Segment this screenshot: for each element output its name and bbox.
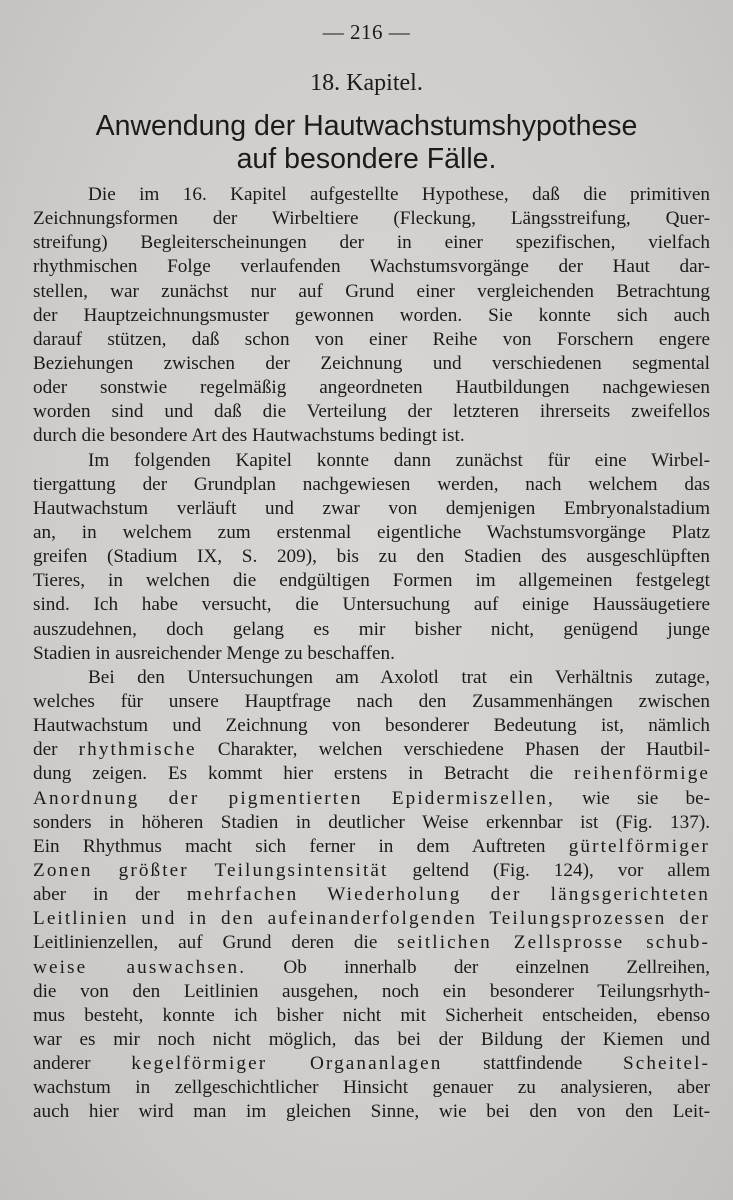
text-line: stellen, war zunächst nur auf Grund einer vergleichenden Betrachtung	[33, 280, 710, 302]
spaced-emphasis: weise auswachsen.	[33, 956, 247, 978]
text-run: Leitlinienzellen, auf Grund deren die	[33, 932, 378, 954]
text-line	[33, 738, 710, 762]
spaced-emphasis: seitlichen Zellsprosse schub-	[397, 932, 710, 954]
text-line	[33, 859, 710, 883]
text-line: sonders in höheren Stadien in deutlicher Weise erkennbar ist (Fig. 137).	[33, 811, 710, 833]
chapter-title	[0, 110, 733, 176]
chapter-heading: 18. Kapitel.	[310, 70, 423, 96]
text-line: Im folgenden Kapitel konnte dann zunächst für eine Wirbel-	[88, 449, 710, 471]
text-line: Bei den Untersuchungen am Axolotl trat ein Verhältnis zutage,	[88, 666, 710, 688]
text-line: darauf stützen, daß schon von einer Reihe von Forschern engere	[33, 328, 710, 350]
page-number: — 216 —	[322, 20, 411, 44]
text-line: die von den Leitlinien ausgehen, noch ein besonderer Teilungsrhyth-	[33, 980, 710, 1002]
text-line	[33, 931, 710, 955]
text-line: Hautwachstum und Zeichnung von besonderer Bedeutung ist, nämlich	[33, 715, 710, 737]
text-line: auch hier wird man im gleichen Sinne, wie bei den von den Leit-	[33, 1101, 710, 1123]
chapter-title-line: auf besondere Fälle.	[236, 143, 497, 175]
spaced-emphasis: reihenförmige	[574, 763, 711, 785]
text-line	[33, 956, 710, 980]
spaced-emphasis: kegelförmiger Organanlagen	[131, 1053, 443, 1075]
text-line: streifung) Begleiterscheinungen der in einer spezifischen, vielfach	[33, 232, 710, 254]
spaced-emphasis: rhythmische	[78, 739, 197, 761]
text-run: geltend (Fig. 124), vor allem	[412, 859, 710, 881]
text-line: Tieres, in welchen die endgültigen Formen im allgemeinen festgelegt	[33, 570, 710, 592]
text-line: wachstum in zellgeschichtlicher Hinsicht genauer zu analysieren, aber	[33, 1077, 710, 1099]
spaced-emphasis: gürtelförmiger	[568, 835, 711, 857]
text-line: der Hauptzeichnungsmuster gewonnen worden. Sie konnte sich auch	[33, 304, 710, 326]
text-line: war es mir noch nicht möglich, das bei der Bildung der Kiemen und	[33, 1028, 710, 1050]
text-line: tiergattung der Grundplan nachgewiesen werden, nach welchem das	[33, 473, 710, 495]
text-line	[33, 883, 710, 907]
text-line: Leitlinien und in den aufeinanderfolgenden Teilungsprozessen der	[33, 908, 710, 930]
text-line	[33, 787, 710, 811]
spaced-emphasis: Zonen größter Teilungsintensität	[33, 859, 389, 881]
text-run: der	[33, 739, 58, 761]
text-line: oder sonstwie regelmäßig angeordneten Hautbildungen nachgewiesen	[33, 377, 710, 399]
text-line: Zeichnungsformen der Wirbeltiere (Fleckung, Längsstreifung, Quer-	[33, 208, 710, 230]
text-run: dung zeigen. Es kommt hier erstens in Betracht die	[33, 763, 554, 785]
text-run: Ob innerhalb der einzelnen Zellreihen,	[283, 956, 711, 978]
text-line: Stadien in ausreichender Menge zu beschaffen.	[33, 642, 395, 664]
spaced-emphasis: Scheitel-	[622, 1053, 711, 1075]
text-line: auszudehnen, doch gelang es mir bisher nicht, genügend junge	[33, 618, 710, 640]
body-text	[33, 183, 710, 1124]
text-line: Beziehungen zwischen der Zeichnung und verschiedenen segmental	[33, 352, 710, 374]
text-line	[33, 1052, 710, 1076]
text-line: sind. Ich habe versucht, die Untersuchung auf einige Haussäugetiere	[33, 594, 710, 616]
text-line: an, in welchem zum erstenmal eigentliche Wachstumsvorgänge Platz	[33, 521, 710, 543]
text-line: worden sind und daß die Verteilung der letzteren ihrerseits zweifellos	[33, 401, 710, 423]
text-run: Charakter, welchen verschiedene Phasen der Hautbil-	[217, 739, 711, 761]
text-run: Ein Rhythmus macht sich ferner in dem Auftreten	[33, 835, 546, 857]
text-line	[33, 835, 710, 859]
text-line: mus besteht, konnte ich bisher nicht mit Sicherheit entscheiden, ebenso	[33, 1004, 710, 1026]
text-line: Die im 16. Kapitel aufgestellte Hypothese, daß die primitiven	[88, 184, 710, 205]
spaced-emphasis: Anordnung der pigmentierten Epidermiszellen,	[33, 787, 555, 809]
text-run: anderer	[33, 1053, 91, 1075]
text-line: greifen (Stadium IX, S. 209), bis zu den Stadien des ausgeschlüpften	[33, 546, 710, 568]
text-line: durch die besondere Art des Hautwachstums bedingt ist.	[33, 425, 465, 447]
text-run: wie sie be-	[582, 787, 710, 809]
text-line: Hautwachstum verläuft und zwar von demjenigen Embryonalstadium	[33, 497, 710, 519]
text-run: stattfindende	[483, 1053, 583, 1075]
text-line: welches für unsere Hauptfrage nach den Zusammenhängen zwischen	[33, 690, 710, 712]
text-line	[33, 762, 710, 786]
spaced-emphasis: mehrfachen Wiederholung der längsgerichteten	[186, 884, 710, 906]
text-run: aber in der	[33, 884, 160, 906]
chapter-title-line: Anwendung der Hautwachstumshypothese	[95, 110, 638, 142]
text-line: rhythmischen Folge verlaufenden Wachstumsvorgänge der Haut dar-	[33, 256, 710, 278]
